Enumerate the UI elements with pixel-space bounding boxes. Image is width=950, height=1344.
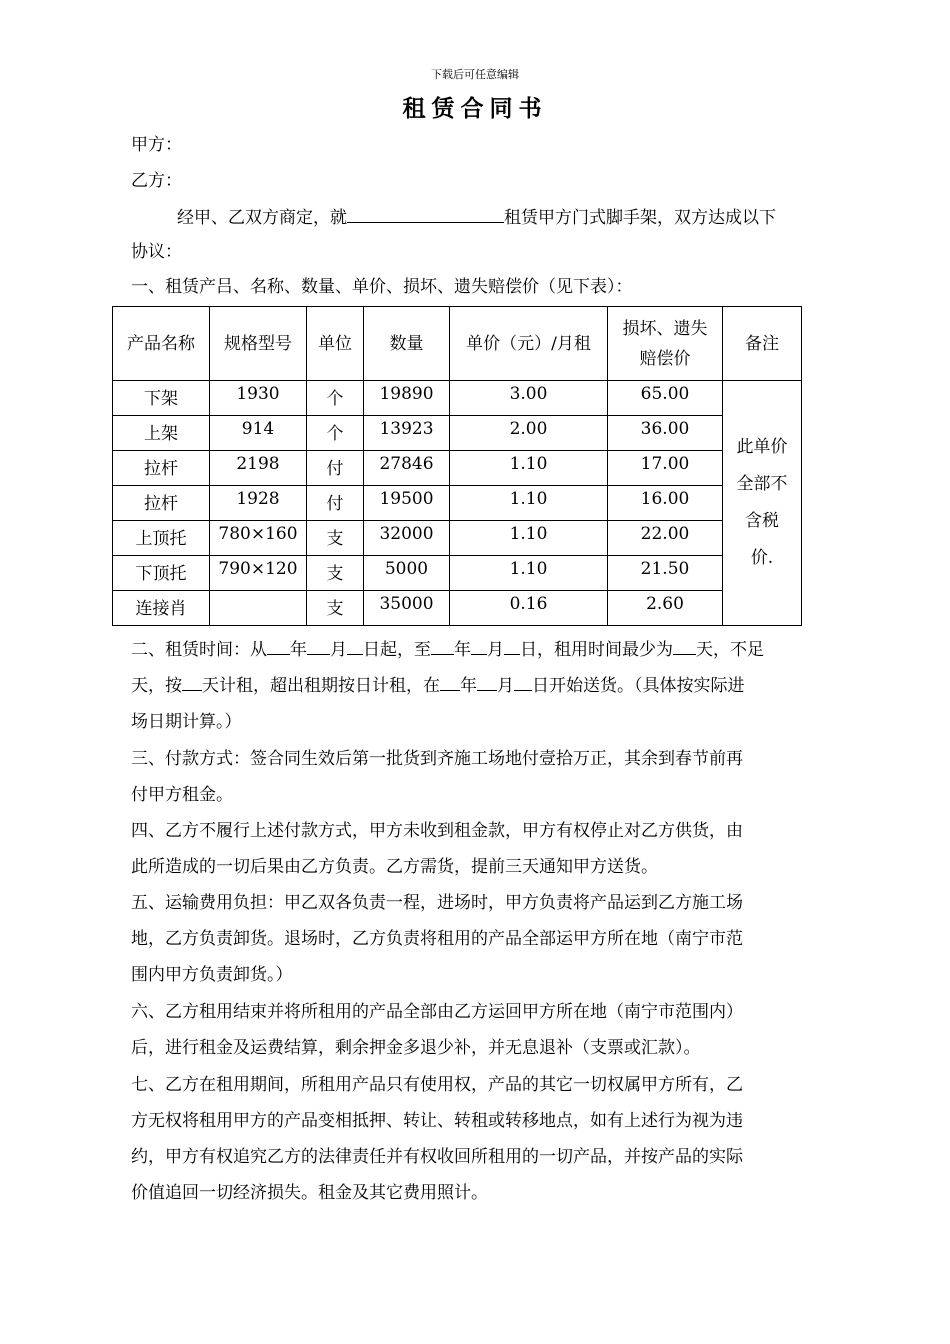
header-product-name: 产品名称 [113,307,210,381]
cell-damage: 65.00 [608,381,723,416]
intro-line [177,205,776,228]
cell-quantity: 5000 [364,556,450,591]
cell-quantity: 13923 [364,416,450,451]
party-b-label: 乙方： [131,171,182,191]
section-3: 三、付款方式：签合同生效后第一批货到齐施工场地付壹拾万正，其余到春节前再 付甲方租金。 [131,749,743,805]
intro-blank [347,205,504,223]
cell-damage: 17.00 [608,451,723,486]
section-7: 七、乙方在租用期间，所租用产品只有使用权，产品的其它一切权属甲方所有，乙 方无权将租用甲方的产品变相抵押、转让、转租或转移地点，如有上述行为视为违 约，甲方有权追究乙方的法律责任并有权收回所租用的一切产品，并按产品的实际 价值追回一切经济损失。租金及其它费用照计。 [131,1075,743,1203]
cell-product: 下架 [113,381,210,416]
cell-spec: 1930 [210,381,307,416]
cell-unit: 个 [307,381,364,416]
document-title: 租赁合同书 [402,95,548,122]
cell-spec: 780×160 [210,521,307,556]
table-row [113,591,802,626]
cell-price: 3.00 [450,381,608,416]
party-a-label: 甲方： [131,135,182,155]
section-4: 四、乙方不履行上述付款方式，甲方未收到租金款，甲方有权停止对乙方供货，由 此所造成的一切后果由乙方负责。乙方需货，提前三天通知甲方送货。 [131,821,743,877]
cell-spec: 790×120 [210,556,307,591]
table-row [113,486,802,521]
cell-product: 上架 [113,416,210,451]
cell-damage: 36.00 [608,416,723,451]
cell-product: 下顶托 [113,556,210,591]
table-row [113,451,802,486]
table-header-row [113,307,802,381]
cell-price: 1.10 [450,556,608,591]
section-2 [131,632,836,740]
cell-product: 上顶托 [113,521,210,556]
cell-spec [210,591,307,626]
cell-price: 2.00 [450,416,608,451]
section-2-line-3: 场日期计算。） [131,712,242,732]
cell-spec: 1928 [210,486,307,521]
table-row [113,381,802,416]
section-1-heading: 一、租赁产吕、名称、数量、单价、损坏、遗失赔偿价（见下表）： [131,277,633,297]
cell-unit: 付 [307,451,364,486]
cell-damage: 16.00 [608,486,723,521]
cell-price: 1.10 [450,521,608,556]
section-2-line-1: 二、租赁时间：从 年 月 日起，至 年 月 日，租用时间最少为 天，不足 [131,632,836,668]
cell-price: 0.16 [450,591,608,626]
cell-quantity: 27846 [364,451,450,486]
header-quantity: 数量 [364,307,450,381]
header-unit: 单位 [307,307,364,381]
intro-text-2: 租赁甲方门式脚手架，双方达成以下 [504,208,776,228]
header-remarks: 备注 [723,307,802,381]
cell-unit: 付 [307,486,364,521]
cell-product: 连接肖 [113,591,210,626]
cell-unit: 个 [307,416,364,451]
cell-quantity: 32000 [364,521,450,556]
intro-text-1: 经甲、乙双方商定，就 [177,208,347,228]
intro-text-3: 协议： [131,242,182,262]
cell-spec: 914 [210,416,307,451]
cell-spec: 2198 [210,451,307,486]
cell-product: 拉杆 [113,486,210,521]
cell-quantity: 35000 [364,591,450,626]
cell-unit: 支 [307,556,364,591]
cell-damage: 22.00 [608,521,723,556]
cell-quantity: 19890 [364,381,450,416]
cell-damage: 21.50 [608,556,723,591]
section-2-line-2: 天，按 天计租，超出租期按日计租，在 年 月 日开始送货。（具体按实际进 [131,668,836,704]
section-5: 五、运输费用负担：甲乙双各负责一程，进场时，甲方负责将产品运到乙方施工场 地，乙方负责卸货。退场时，乙方负责将租用的产品全部运甲方所在地（南宁市范 围内甲方负责卸货。） [131,893,743,985]
cell-price: 1.10 [450,451,608,486]
table-row [113,521,802,556]
cell-damage: 2.60 [608,591,723,626]
table-row [113,556,802,591]
cell-unit: 支 [307,591,364,626]
cell-product: 拉杆 [113,451,210,486]
header-damage-price: 损坏、遗失 赔偿价 [608,307,723,381]
cell-price: 1.10 [450,486,608,521]
rental-table [112,306,802,626]
header-spec: 规格型号 [210,307,307,381]
header-note: 下载后可任意编辑 [431,68,519,81]
cell-unit: 支 [307,521,364,556]
cell-quantity: 19500 [364,486,450,521]
cell-remarks: 此单价 全部不 含税 价. [723,381,802,626]
section-6: 六、乙方租用结束并将所租用的产品全部由乙方运回甲方所在地（南宁市范围内） 后，进行租金及运费结算，剩余押金多退少补，并无息退补（支票或汇款）。 [131,1002,743,1058]
header-unit-price: 单价（元）/月租 [450,307,608,381]
table-row [113,416,802,451]
